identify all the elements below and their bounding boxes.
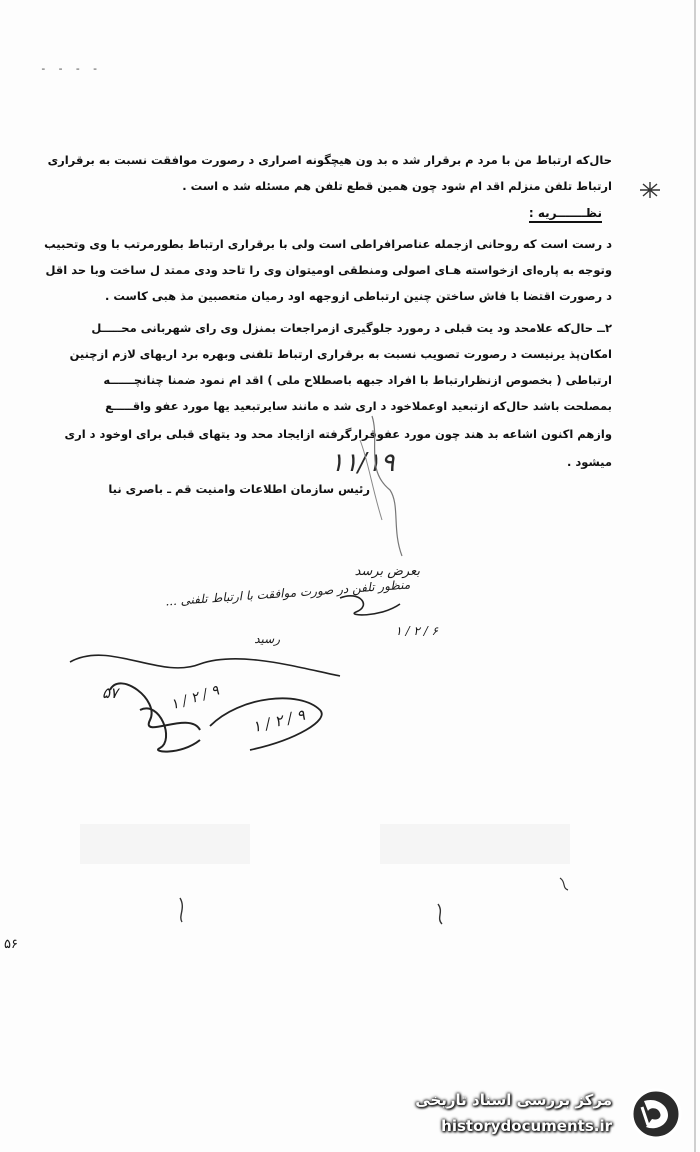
asterisk-icon bbox=[640, 182, 660, 198]
text-line: بمصلحت باشد حال‌که ازتبعید اوعملاخود د اری شد ه مانند سایرتبعید یها مورد عفو واقـــــع bbox=[105, 399, 612, 413]
text-line: میشود . bbox=[566, 455, 612, 469]
handwritten-date-stamp: ۱۱/۱۹ bbox=[330, 448, 395, 478]
text-line: ارتباطی ( بخصوص ازنظرارتباط با افراد جبهه باصطلاح ملی ) اقد ام نمود ضمنا چنانچــــــه bbox=[103, 373, 612, 387]
signature-scribble bbox=[70, 655, 340, 676]
handwritten-date: ۵۷ bbox=[102, 684, 119, 702]
text-line: ارتباط تلفن منزلم اقد ام شود چون همین قطع تلفن هم مسئله شد ه است . bbox=[182, 179, 612, 193]
signature-scribble bbox=[340, 596, 400, 615]
handwritten-note: ۶ / ۲ / ۱ bbox=[395, 624, 438, 638]
text-line: د رست است که روحانی ازجمله عناصرافراطی است ولی با برقراری ارتباط بطورمرتب با وی وتحبیب bbox=[44, 237, 612, 251]
historydocuments-logo-icon bbox=[628, 1087, 684, 1141]
text-line: وتوجه به پاره‌ای ازخواسته هـای اصولی ومنطقی اومیتوان وی را تاحد ودی ممتد ل ساخت وبا حد اقل bbox=[45, 263, 612, 277]
text-line: حال‌که ارتباط من با مرد م برقرار شد ه بد ون هیچگونه اصراری د رصورت موافقت نسبت به برقراری bbox=[47, 153, 612, 167]
handwritten-note: رسید bbox=[254, 632, 280, 646]
handwritten-margin-note: منظور تلفن در صورت موافقت با ارتباط تلفنی ... bbox=[164, 577, 411, 609]
handwritten-date: ۹ / ۲ / ۱ bbox=[168, 682, 222, 714]
handwritten-note: بعرض برسد bbox=[354, 564, 420, 579]
text-line: وازهم اکنون اشاعه بد هند چون مورد عفوقرارگرفته ازایجاد محد ود یتهای قبلی برای اوخود د اری bbox=[64, 427, 612, 441]
watermark bbox=[415, 1085, 690, 1143]
signature-line: رئیس سازمان اطلاعات وامنیت قم ـ باصری نیا bbox=[108, 482, 370, 496]
watermark-url: historydocuments.ir bbox=[441, 1117, 612, 1135]
stamp-scribble bbox=[372, 416, 402, 556]
opinion-heading: نظـــــــریه : bbox=[529, 206, 602, 223]
text-line: ۲ــ حال‌که علامحد ود یت قبلی د رمورد جلوگیری ازمراجعات بمنزل وی رای شهربانی محـــــل bbox=[91, 321, 612, 335]
text-line: د رصورت اقتضا با فاش ساختن چنین ارتباطی ازوجهه اود رمیان متعصبین مذ هبی کاست . bbox=[104, 289, 612, 303]
margin-mark: ۵۶ bbox=[4, 937, 18, 952]
handwritten-date: ۹ / ۲ / ۱ bbox=[250, 705, 307, 737]
text-line: امکان‌پذ یرنیست د رصورت تصویب نسبت به برقراری ارتباط تلفنی وبهره برد اریهای لازم ازچنین bbox=[69, 347, 612, 361]
faint-marks: - - - - bbox=[40, 62, 101, 75]
watermark-title: مرکز بررسی اسناد تاریخی bbox=[415, 1091, 612, 1109]
